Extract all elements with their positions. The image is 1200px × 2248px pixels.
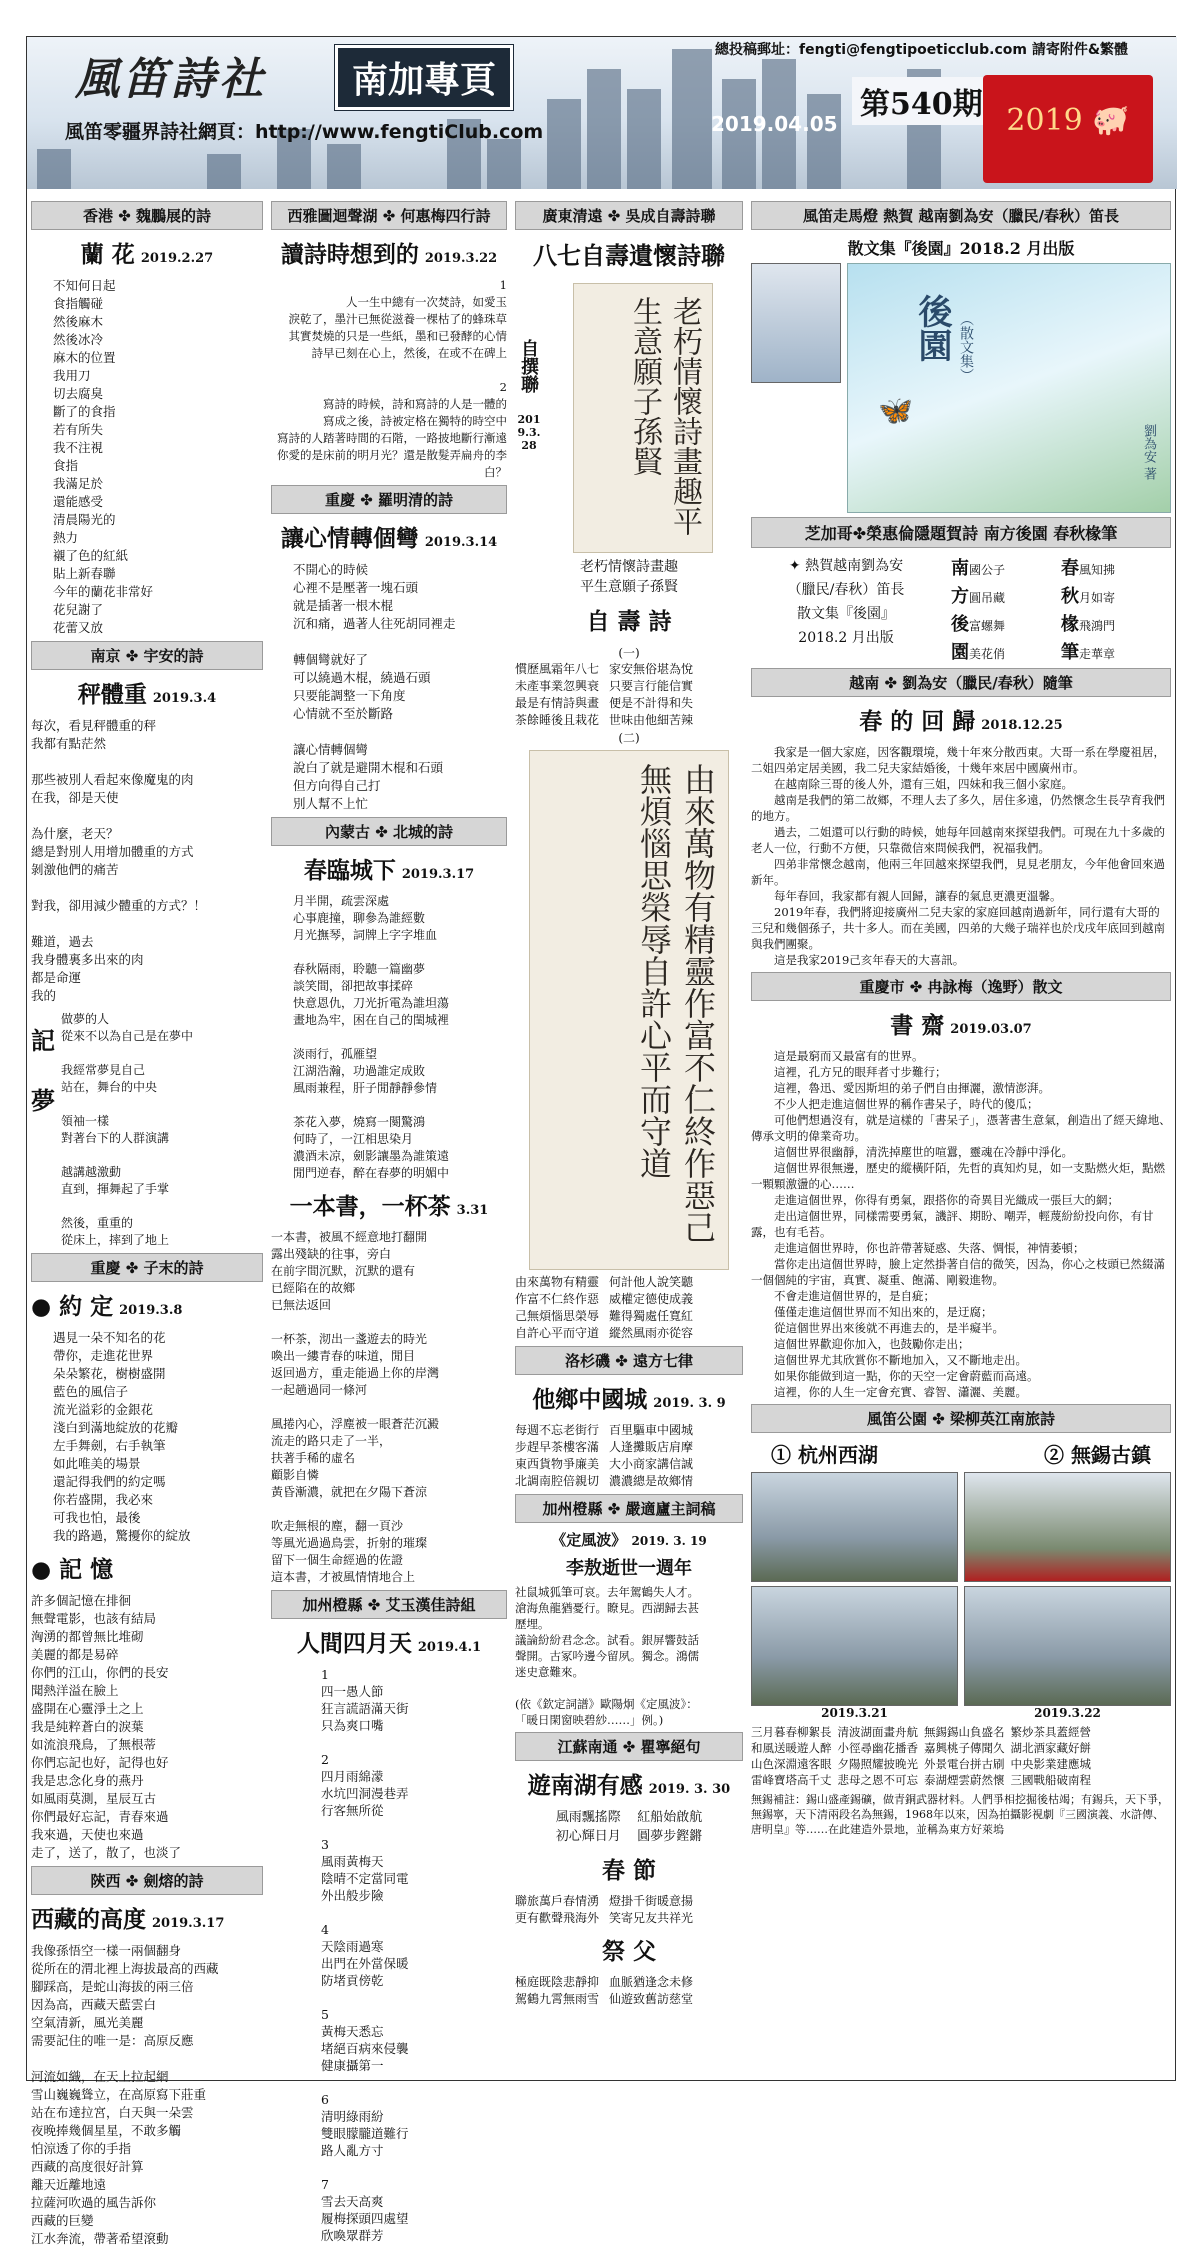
acrostic-grid	[951, 554, 1171, 664]
column-1	[31, 197, 263, 2246]
newspaper-page	[26, 36, 1176, 2246]
section-header: 江蘇南通 ✤ 瞿寧絕句	[515, 1732, 743, 1761]
poem-title: 無錫古鎮	[1071, 1443, 1151, 1467]
poem-body: 風雨飄搖際 紅船始啟航 初心輝日月 圓夢步鏗鏘	[555, 1810, 703, 1844]
travel-photos	[751, 1472, 1171, 1720]
section-header: 洛杉磯 ✤ 遠方七律	[515, 1346, 743, 1375]
poem-body: 何計他人說笑聽 威權定德使成義 難得獨處任寬紅 縱然風雨亦從容	[609, 1275, 694, 1340]
poem-body: 許多個記憶在排徊 無聲電影，也該有結局 洶湧的都曾無比堆砌 美麗的都是易碎 你們的江山，你們的長安 聞熱洋溢在臉上 盛開在心靈淨土之上 我是純粹蒼白的淚葉 如流浪飛鳥，了無根蒂 你們忘記也好，記得也好 我是忠念化身的燕丹 如風雨莫測，星辰互古 你們最好忘記，青春來過 我來過，天使也來過 走了，送了，散了，也淡了	[31, 1593, 182, 1860]
poem-body: 極庭既陰悲靜抑 駕鶴九霄無雨雪	[515, 1975, 600, 2006]
poem-title: 遊南湖有感 2019. 3. 30	[527, 1772, 731, 1799]
poem-body: 不開心的時候 心裡不是壓著一塊石頭 就是插著一根木棍 沉和痛，過著人往死胡同裡走 轉個彎就好了 可以繞過木棍，繞過石頭 只要能調整一下角度 心情就不至於斷路 讓心情轉個彎 說白了就是避開木棍和石頭 但方向得自己打 別人幫不上忙	[293, 562, 456, 811]
poem-body: 清波湖面畫舟航 小徑尋幽花播香 夕陽照耀披晚光 悲母之恩不可忘	[837, 1725, 918, 1787]
masthead-banner	[27, 37, 1177, 189]
book-images	[751, 263, 1171, 513]
poem-body: 無錫錫山負盛名 嘉興桃子傳聞久 外景電台拼古刷 泰湖煙雲蔚然懷	[924, 1725, 1005, 1787]
poem-body: 每週不忘老街行 步趕早茶樓客滿 東西貨物爭廉美 北調南腔倍親切	[515, 1423, 600, 1488]
poem-body: 一本書，被風不經意地打翻開 露出殘缺的往事，旁白 在前字間沉默，沉默的還有 已經陷在的故鄉 已無法返回 一杯茶，沏出一盞遊去的時光 喚出一縷青春的味道，閒目 返回過方，重走能過上你的岸灣 一起趟過同一條河 風捲內心，浮塵被一眼蒼茫沉澱 流走的路只走了一半， 扶著手稀的虛名 顧影自憐 黃昏漸濃，就把在夕陽下蒼涼 吹走無根的塵，翻一頁沙 等風光過過鳥雲，折射的璀璨 留下一個生命經過的佐證 這本書，才被風情情地合上	[271, 1230, 440, 1584]
poem-title: ● 約 定 2019.3.8	[31, 1293, 183, 1320]
poem-title: 讀詩時想到的 2019.3.22	[280, 241, 498, 268]
essay-body: 我家是一個大家庭，因客觀環境，幾十年來分散西東。大哥一系在學慶祖居，二姐四弟定居美國，我二兒夫家結婚後，十幾年來居中國廣州市。 在越南除三哥的後人外，還有三姐，四妹和我三個小家庭。 越南是我們的第二故鄉，不理人去了多久，居住多遠，仍然懷念生長孕育我們的地方。 過去，二姐還可以行動的時候，她每年回越南來探望我們。可現在九十多歲的老人一位，行動不方便，只靠微信來問候我們，祝福我們。 四弟非常懷念越南，他兩三年回越來探望我們，見見老朋友，今年他會回來過新年。 每年春回，我家都有親人回歸，讓春的氣息更濃更溫馨。 2019年春，我們將迎接廣州二兒夫家的家庭回越南過新年，同行還有大哥的三兒和幾個孫子，共十多人。而在美國，四弟的大幾子瑞祥也於戊戌年底回到越南與我們團聚。 這是我家2019己亥年春天的大喜訊。	[751, 745, 1165, 967]
photo-date: 2019.3.21	[821, 1706, 888, 1720]
poem-subtitle: 李敖逝世一週年	[566, 1558, 692, 1579]
poem-title: 西藏的高度 2019.3.17	[31, 1906, 225, 1933]
acrostic-line: 秋月如寄	[1061, 586, 1116, 607]
section-header: 重慶市 ✤ 冉詠梅（逸野）散文	[751, 972, 1171, 1001]
column-4	[751, 197, 1171, 2077]
poem-body: 月半開，疏雲深處 心事鹿撞，聊參為誰經數 月光撫琴，詞牌上字字堆血 春秋隔雨，聆聽一篇幽夢 談笑間，卻把故事揉碎 快意恩仇，刀光折電為誰坦蕩 畫地為牢，困在自己的閨城裡 淡雨行，孤雁望 江湖浩瀚，功過誰定成敗 風雨兼程，肝子閒靜靜參情 茶花入夢，燒寫一闋驚鴻 何時了，一江相思染月 濃酒未凉，劍影讓墨為誰策遠 閒門逆春，醉在春夢的明媚中	[293, 894, 450, 1180]
book-cover	[847, 263, 1171, 513]
poem-title: ● 記 憶	[31, 1556, 114, 1583]
essay-title: 書 齋 2019.03.07	[890, 1012, 1032, 1039]
section-title: 南加專頁	[335, 45, 513, 110]
dream-poem	[31, 1011, 263, 1249]
poem-body: 血脈猶逢念未修 仙遊致舊訪慈堂	[609, 1975, 694, 2006]
poetry-club-logo: 風笛詩社	[75, 54, 267, 105]
acrostic-intro: ✦ 熱賀越南劉為安 （臘民/春秋）笛長 散文集『後園』 2018.2 月出版	[787, 558, 905, 646]
poem-body: 遇見一朵不知名的花 帶你，走進花世界 朵朵繁花，樹樹盛開 藍色的風信子 流光溢彩的金銀花 淺白到滿地綻放的花瓣 左手舞劍，右手執筆 如此唯美的場景 還記得我們的約定嗎 你若盛開，我必來 可我也怕，最後 我的路過，驚擾你的綻放	[53, 1330, 191, 1543]
poem-body: 繁炒茶具蓋經營 湖北酒家藏好餅 中央影業建應城 三國戰船破南程	[1010, 1725, 1091, 1787]
calligraphy-scroll-1: 老朽情懷詩畫趣平生意願子孫賢	[573, 283, 713, 553]
book-subtitle: （散文集）	[958, 312, 974, 382]
poem-title-char: 夢	[31, 1086, 55, 1115]
wuxi-photo-1	[964, 1472, 1171, 1582]
poem-body: 不知何日起 食指觸碰 然後麻木 然後冰冷 麻木的位置 我用刀 切去腐臭 斷了的食指 若有所失 我不注視 食指 我滿足於 還能感受 清晨陽光的 熱力 襯了色的紅紙 貼上新春聯 今年的蘭花非常好 花兒謝了 花蕾又放	[53, 278, 154, 635]
poem-title: 一本書，一杯茶 3.31	[289, 1193, 489, 1220]
acrostic-line: 後富螺舞	[951, 614, 1006, 635]
poem-title: 秤體重 2019.3.4	[77, 681, 217, 708]
acrostic-line: 椽飛鴻門	[1061, 614, 1116, 635]
poem-title: 讓心情轉個彎 2019.3.14	[280, 525, 498, 552]
year-label: 2019	[1006, 103, 1083, 138]
section-header: 加州橙縣 ✤ 嚴適廬主詞稿	[515, 1494, 743, 1523]
section-header: 香港 ✤ 魏鵬展的詩	[31, 201, 263, 230]
section-header: 加州橙縣 ✤ 艾玉漢佳詩組	[271, 1590, 507, 1619]
poem-number: (二)	[618, 731, 640, 745]
poem-body: 百里驅車中國城 人逢攤販店肩摩 大小商家講信誠 濃濃總是故鄉情	[609, 1423, 694, 1488]
couplet-block	[515, 279, 743, 557]
acrostic-block	[751, 554, 1171, 664]
west-lake-photo-2	[751, 1586, 958, 1706]
issue-date: 2019.04.05	[711, 112, 838, 136]
poem-body: 社鼠城狐筆可哀。去年駕鶴失人才。 滄海魚龍猶憂行。瞭見。西湖歸去甚 歷埋。 議論紛紛君念念。試看。銀屏響鼓話 聲開。古冢吟邊今留夙。獨念。鴻儒 迷史意難來。 (依《欽定詞譜》歐陽炯《定風波》： 「暖日閑窗映碧紗……」例。)	[515, 1585, 699, 1727]
poem-title: 他鄉中國城 2019. 3. 9	[532, 1386, 726, 1413]
west-lake-photo-1	[751, 1472, 958, 1582]
email-line: 總投稿郵址：fengti@fengtipoeticclub.com 請寄附件&繁體	[715, 42, 1129, 58]
poem-number: (一)	[618, 646, 640, 660]
acrostic-line: 南國公子	[951, 558, 1006, 579]
book-title: 後園	[912, 294, 952, 362]
acrostic-line: 筆走華章	[1061, 642, 1116, 663]
new-year-pig-image: 2019 🐖	[983, 75, 1153, 183]
section-header: 內蒙古 ✤ 北城的詩	[271, 817, 507, 846]
poem-title: 春臨城下 2019.3.17	[303, 857, 475, 884]
section-header: 西雅圖迴聲湖 ✤ 何惠梅四行詩	[271, 201, 507, 230]
photo-date: 2019.3.22	[1034, 1706, 1101, 1720]
section-header: 風笛公園 ✤ 梁柳英江南旅詩	[751, 1404, 1171, 1433]
poem-body: 1 四一愚人節 狂言謊語滿天街 只為爽口嘴 2 四月雨綿濛 水坑凹洞漫巷弄 行客無所從 3 風雨黃梅天 陰晴不定當同電 外出般步險 4 天陰雨過寒 出門在外當保暖 防堵貢傍乾 5 黃梅天悉忘 堵絕百病來侵襲 健康攝第一 6 清明綠雨紛 雙眼朦朧道難行 路人亂方寸 7 雪去天高爽 履梅探頭四處望 欣喚眾群芳	[321, 1667, 409, 2243]
poem-title: 祭 父	[601, 1938, 656, 1965]
poem-body: 燈掛千街暖意揚 笑寄兄友共祥光	[609, 1894, 694, 1925]
poem-title: 春 節	[601, 1857, 656, 1884]
section-header: 越南 ✤ 劉為安（臘民/春秋）隨筆	[751, 668, 1171, 697]
section-header: 南京 ✤ 宇安的詩	[31, 641, 263, 670]
essay-body: 這是最窮而又最富有的世界。 這裡，孔方兄的眼拜者寸步難行； 這裡，魯迅、愛因斯坦的弟子們自由揮灑，激情澎湃。 不少人把走進這個世界的稱作書呆子，時代的傻瓜； 可他們想過沒有，就是這樣的「書呆子」，憑著書生意氣，創造出了經天緯地、傳承文明的偉業奇功。 這個世界很幽靜，清洗掉塵世的喧囂，靈魂在冷靜中淨化。 這個世界很無邊，歷史的縱橫阡陌，先哲的真知灼見，如一支點燃火炬，點燃一顆顆激盪的心…… 走進這個世界，你得有勇氣，跟搭你的奇異目光織成一張巨大的網； 走出這個世界，同樣需要勇氣，譏評、期盼、嘲弄，輕蔑紛紛投向你，有甘露，也有毛苔。 走進這個世界時，你也許帶著疑惑、失落、惆悵，神情萎頓； 當你走出這個世界時，臉上定然掛著自信的微笑，因為，你心之枝頭已然綴滿一個個純的宇宙，真實、凝重、飽滿、剛毅進物。 不會走進這個世界的，是自疵； 僅僅走進這個世界而不知出來的，是迂腐； 從這個世界出來後就不再進去的，是半癡半。 這個世界歡迎你加入，也鼓勵你走出； 這個世界尤其欣賞你不斷地加入，又不斷地走出。 如果你能做到這一點，你的天空一定會蔚藍而高遠。 這裡，你的人生一定會充實、睿智、瀟灑、美麗。	[751, 1049, 1171, 1399]
poem-title: 自 壽 詩	[586, 608, 672, 635]
couplet-date: 2019.3.28	[517, 413, 541, 452]
poem-body: 我像孫悟空一樣一兩個翻身 從所在的渭北裡上海拔最高的西藏 腳踩高，是蛇山海拔的兩三倍 因為高，西藏天藍雲白 空氣清新，風光美麗 需要記住的唯一是：高原反應 河流如織，在天上拉起網 雪山巍巍聳立，在高原寫下莊重 站在布達拉宮，白天與一朵雲 夜晚捧幾個星星，不敢多觸 怕涼透了你的手指 西藏的高度很好計算 離天近離地遠 拉薩河吹過的風告訴你 西藏的巨變 江水奔流，帶著希望滾動	[31, 1943, 219, 2246]
section-header: 重慶 ✤ 羅明清的詩	[271, 485, 507, 514]
book-author: 劉為安 著	[1141, 424, 1156, 481]
section-header: 風笛走馬燈 熱賀 越南劉為安（臘民/春秋）笛長	[751, 201, 1171, 230]
couplet-label: 自撰聯	[518, 339, 539, 393]
travel-titles	[751, 1439, 1171, 1468]
poem-title: 人間四月天 2019.4.1	[296, 1630, 482, 1657]
poem-title: 《定風波》 2019. 3. 19	[551, 1531, 707, 1549]
section-header: 廣東清遠 ✤ 吳成自壽詩聯	[515, 201, 743, 230]
poem-number: ②	[1044, 1443, 1065, 1467]
acrostic-line: 園美花俏	[951, 642, 1006, 663]
poem-title: 八七自壽遺懷詩聯	[533, 241, 725, 270]
column-3	[515, 197, 743, 2077]
butterfly-icon: 🦋	[878, 394, 913, 427]
wuxi-photo-2	[964, 1586, 1171, 1706]
poem-title: ① 杭州西湖	[771, 1443, 878, 1467]
poem-body: 家安無俗堪為悅 只要言行能信實 便是不計得和失 世味由他細苦辣	[609, 662, 694, 727]
essay-title: 春 的 回 歸 2018.12.25	[859, 708, 1063, 735]
poem-body: 1 人一生中總有一次焚詩，如愛玉 淚乾了，墨汁已無從滋養一棵枯了的蜂珠草 其實焚燒的只是一些紙，墨和已發酵的心情 詩早已刻在心上，然後，在或不在碑上 2 寫詩的時候，詩和寫詩的人是一體的 寫成之後，詩被定格在獨特的時空中 寫詩的人踏著時間的石階，一路披地斷行漸遠 你愛的是床前的明月光？還是散髮弄扁舟的李白？	[277, 278, 507, 479]
column-2	[271, 197, 507, 2243]
acrostic-line: 方圓吊藏	[951, 586, 1006, 607]
section-header: 陝西 ✤ 劍熔的詩	[31, 1866, 263, 1895]
section-header: 重慶 ✤ 子末的詩	[31, 1253, 263, 1282]
acrostic-line: 春風知拂	[1061, 558, 1116, 579]
author-photo	[751, 263, 841, 383]
poem-body: 由來萬物有精靈 作富不仁終作惡 己無煩惱思榮辱 自許心平而守道	[515, 1275, 600, 1340]
poem-body: 聯旅萬戶春情湧 更有歡聲飛海外	[515, 1894, 600, 1925]
poem-body: 三月暮春柳絮長 和風送暖遊人醉 山色深淵遠客眼 雷峰寶塔高千丈	[751, 1725, 832, 1787]
poem-body: 每次，看見秤體重的秤 我都有點茫然 那些被別人看起來像魔鬼的肉 在我，卻是天使 為什麼，老天？ 總是對別人用增加體重的方式 剝激他們的痛苦 對我，卻用減少體重的方式？！ 難道，過去 我身體裏多出來的肉 都是命運 我的	[31, 718, 207, 1003]
website-line: 風笛零疆界詩社網頁：http://www.fengtiClub.com	[65, 121, 544, 143]
poem-title: 蘭 花 2019.2.27	[80, 241, 214, 268]
poem-title-char: 記	[31, 1026, 55, 1055]
poem-body: 做夢的人 從來不以為自己是在夢中 我經常夢見自己 站在，舞台的中央 領袖一樣 對著台下的人群演講 越講越激動 直到，揮舞起了手掌 然後，重重的 從床上，摔到了地上	[61, 1012, 194, 1247]
couplet-caption: 老朽情懷詩畫趣 平生意願子孫賢	[580, 559, 678, 595]
calligraphy-scroll-2: 由來萬物有精靈作富不仁終作惡己無煩惱思榮辱自許心平而守道	[529, 750, 729, 1270]
section-header: 芝加哥✤榮惠倫隱題賀詩 南方後園 春秋椽筆	[751, 517, 1171, 548]
book-announcement: 散文集『後園』2018.2 月出版	[847, 239, 1075, 258]
poem-body: 慣歷風霜年八七 未產事業忽興衰 最是有情詩與畫 茶餘睡後且栽花	[515, 662, 600, 727]
issue-number: 第540期	[852, 77, 991, 125]
footnote: 無錫補註：錫山盛產錫礦，做青銅武器材料。人們爭相挖掘後枯竭；有錫兵，天下爭，無錫寧，天下清兩段名為無錫，1968年以來，因為拍攝影視劇『三國演義、水滸傳、唐明皇』等……在此建造外景地，並稱為東方好萊塢	[751, 1793, 1169, 1836]
